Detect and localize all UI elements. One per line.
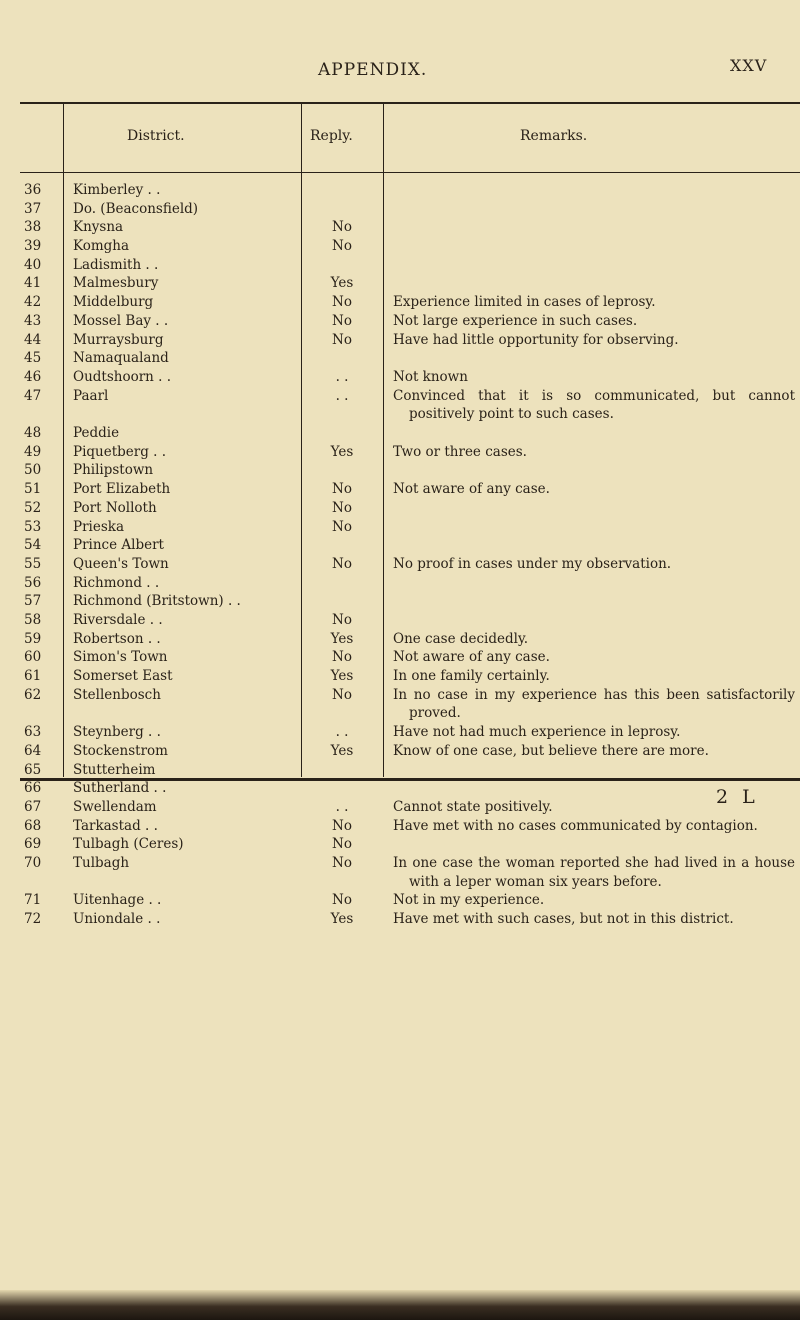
remarks-text: Convinced that it is so communicated, but cannot positively point to such cases. (393, 387, 795, 423)
reply-value: No (332, 611, 352, 628)
row-number: 64 (24, 742, 42, 759)
table-row (0, 723, 800, 742)
row-number: 62 (24, 686, 42, 703)
district-name: Port Nolloth (73, 499, 157, 516)
table-row (0, 181, 800, 200)
table-row (0, 630, 800, 649)
district-name: Tarkastad . . (73, 817, 158, 834)
district-name: Prieska (73, 518, 125, 535)
row-number: 38 (24, 219, 42, 236)
signature-mark: 2 L (716, 786, 759, 808)
reply-value: No (332, 817, 352, 834)
remarks-text (393, 835, 795, 854)
remarks-text: Have had little opportunity for observing. (393, 331, 679, 348)
remarks-text (393, 761, 795, 780)
remarks-text: No proof in cases under my observation. (393, 555, 672, 572)
table-row (0, 555, 800, 574)
remarks-text: Two or three cases. (393, 443, 527, 460)
reply-column-header: Reply. (310, 128, 353, 144)
reply-value: No (332, 892, 352, 909)
remarks-text: Not aware of any case. (393, 649, 550, 666)
page-edge (0, 1290, 800, 1320)
remarks-column-header: Remarks. (520, 128, 588, 144)
table-row (0, 761, 800, 780)
district-name: Do. (Beaconsfield) (73, 200, 199, 217)
page-header (0, 56, 800, 86)
table-row (0, 331, 800, 350)
table-row (0, 200, 800, 219)
remarks-text (393, 274, 795, 293)
remarks-text (393, 349, 795, 368)
row-number: 36 (24, 182, 42, 198)
table-body (0, 173, 800, 929)
row-number: 55 (24, 555, 42, 572)
reply-value: Yes (330, 443, 354, 460)
row-number: 58 (24, 611, 42, 628)
table-row (0, 667, 800, 686)
row-number: 42 (24, 294, 42, 311)
row-number: 56 (24, 574, 42, 591)
district-name: Stockenstrom (73, 742, 168, 759)
table-row (0, 648, 800, 667)
remarks-text: Have met with no cases communicated by contagion. (393, 817, 758, 834)
row-number: 61 (24, 668, 42, 685)
row-number: 66 (24, 780, 42, 797)
reply-value: . . (335, 724, 349, 741)
row-number: 37 (24, 200, 42, 217)
district-name: Stellenbosch (73, 686, 161, 703)
district-name: Middelburg (73, 294, 154, 311)
remarks-text: Know of one case, but believe there are more. (393, 742, 709, 759)
row-number: 57 (24, 593, 42, 610)
row-number: 59 (24, 630, 42, 647)
row-number: 68 (24, 817, 42, 834)
remarks-text: Not aware of any case. (393, 481, 550, 498)
table-row (0, 854, 800, 891)
row-number: 70 (24, 855, 42, 872)
reply-value: No (332, 649, 352, 666)
row-number: 54 (24, 537, 42, 554)
page-numeral: XXV (730, 56, 768, 75)
table-row (0, 910, 800, 929)
remarks-text (393, 218, 795, 237)
remarks-text (393, 536, 795, 555)
row-number: 60 (24, 649, 42, 666)
district-name: Tulbagh (Ceres) (73, 836, 184, 853)
remarks-text: One case decidedly. (393, 630, 529, 647)
row-number: 50 (24, 462, 42, 479)
district-name: Knysna (73, 219, 124, 236)
reply-value: No (332, 855, 352, 872)
row-number: 48 (24, 425, 42, 442)
district-name: Tulbagh (73, 855, 130, 872)
reply-value: No (332, 686, 352, 703)
remarks-text (393, 518, 795, 537)
table-row (0, 536, 800, 555)
row-number: 72 (24, 911, 42, 928)
row-number: 44 (24, 331, 42, 348)
row-number: 69 (24, 836, 42, 853)
district-name: Richmond . . (73, 574, 160, 591)
remarks-text (393, 461, 795, 480)
table-row (0, 779, 800, 798)
district-name: Richmond (Britstown) . . (73, 593, 241, 610)
reply-value: No (332, 238, 352, 255)
table-row (0, 237, 800, 256)
reply-value: Yes (330, 911, 354, 928)
table-row (0, 499, 800, 518)
table-row (0, 387, 800, 424)
row-number: 49 (24, 443, 42, 460)
district-name: Oudtshoorn . . (73, 368, 172, 385)
row-number: 52 (24, 499, 42, 516)
table-top-rule (20, 102, 800, 104)
remarks-text (393, 499, 795, 518)
remarks-text (393, 181, 795, 200)
remarks-text (393, 237, 795, 256)
remarks-text: Have met with such cases, but not in this district. (393, 911, 734, 928)
reply-value: No (332, 331, 352, 348)
district-name: Peddie (73, 425, 120, 442)
remarks-text: In one family certainly. (393, 668, 550, 685)
table-row (0, 424, 800, 443)
row-number: 46 (24, 368, 42, 385)
district-name: Somerset East (73, 668, 173, 685)
reply-value: Yes (330, 668, 354, 685)
remarks-text: Not large experience in such cases. (393, 312, 638, 329)
table-row (0, 256, 800, 275)
district-name: Malmesbury (73, 275, 159, 292)
table-row (0, 349, 800, 368)
district-name: Namaqualand (73, 350, 169, 367)
table-row (0, 312, 800, 331)
remarks-text: In no case in my experience has this been satisfactorily proved. (393, 686, 795, 722)
district-name: Queen's Town (73, 555, 169, 572)
reply-value: No (332, 555, 352, 572)
remarks-text (393, 200, 795, 219)
reply-value: No (332, 499, 352, 516)
district-name: Ladismith . . (73, 256, 159, 273)
reply-value: No (332, 518, 352, 535)
table-row (0, 274, 800, 293)
reply-value: Yes (330, 630, 354, 647)
district-name: Stutterheim (73, 761, 156, 778)
district-name: Prince Albert (73, 537, 164, 554)
row-number: 65 (24, 761, 42, 778)
remarks-text: Cannot state positively. (393, 798, 553, 815)
reply-value: No (332, 294, 352, 311)
district-name: Uniondale . . (73, 911, 161, 928)
table-row (0, 891, 800, 910)
table-row (0, 817, 800, 836)
district-name: Simon's Town (73, 649, 168, 666)
district-name: Steynberg . . (73, 724, 161, 741)
row-number: 43 (24, 312, 42, 329)
remarks-text (393, 424, 795, 443)
table-row (0, 218, 800, 237)
row-number: 45 (24, 350, 42, 367)
table-row (0, 443, 800, 462)
district-name: Swellendam (73, 798, 157, 815)
table-row (0, 461, 800, 480)
district-name: Robertson . . (73, 630, 161, 647)
reply-value: Yes (330, 275, 354, 292)
district-name: Uitenhage . . (73, 892, 162, 909)
remarks-text: Experience limited in cases of leprosy. (393, 294, 656, 311)
district-name: Paarl (73, 387, 109, 404)
district-name: Philipstown (73, 462, 154, 479)
row-number: 63 (24, 724, 42, 741)
remarks-text: In one case the woman reported she had lived in a house with a leper woman six years before. (393, 855, 795, 890)
district-name: Mossel Bay . . (73, 312, 169, 329)
reply-value: . . (335, 387, 349, 404)
reply-value: No (332, 219, 352, 236)
table-row (0, 368, 800, 387)
row-number: 41 (24, 275, 42, 292)
district-name: Sutherland . . (73, 780, 167, 797)
district-name: Port Elizabeth (73, 481, 171, 498)
table-row (0, 742, 800, 761)
district-name: Riversdale . . (73, 611, 163, 628)
table-row (0, 611, 800, 630)
table-bottom-rule (20, 778, 800, 781)
table-row (0, 686, 800, 723)
row-number: 47 (24, 387, 42, 404)
table-row (0, 798, 800, 817)
reply-value: . . (335, 368, 349, 385)
reply-value: No (332, 312, 352, 329)
remarks-text: Not in my experience. (393, 892, 545, 909)
district-column-header: District. (127, 128, 185, 144)
page-title: APPENDIX. (318, 60, 428, 80)
table-row (0, 592, 800, 611)
reply-value: . . (335, 798, 349, 815)
row-number: 67 (24, 798, 42, 815)
remarks-text (393, 256, 795, 275)
table-row (0, 835, 800, 854)
reply-value: Yes (330, 742, 354, 759)
district-name: Kimberley . . (73, 182, 161, 198)
remarks-text: Have not had much experience in leprosy. (393, 724, 681, 741)
row-number: 51 (24, 481, 42, 498)
reply-value: No (332, 481, 352, 498)
table-row (0, 518, 800, 537)
row-number: 39 (24, 238, 42, 255)
district-name: Piquetberg . . (73, 443, 167, 460)
district-name: Murraysburg (73, 331, 164, 348)
remarks-text (393, 592, 795, 611)
reply-value: No (332, 836, 352, 853)
remarks-text (393, 574, 795, 593)
row-number: 71 (24, 892, 42, 909)
table-row (0, 574, 800, 593)
table-row (0, 480, 800, 499)
table-row (0, 293, 800, 312)
remarks-text: Not known (393, 368, 468, 385)
remarks-text (393, 611, 795, 630)
row-number: 53 (24, 518, 42, 535)
district-name: Komgha (73, 238, 130, 255)
row-number: 40 (24, 256, 42, 273)
